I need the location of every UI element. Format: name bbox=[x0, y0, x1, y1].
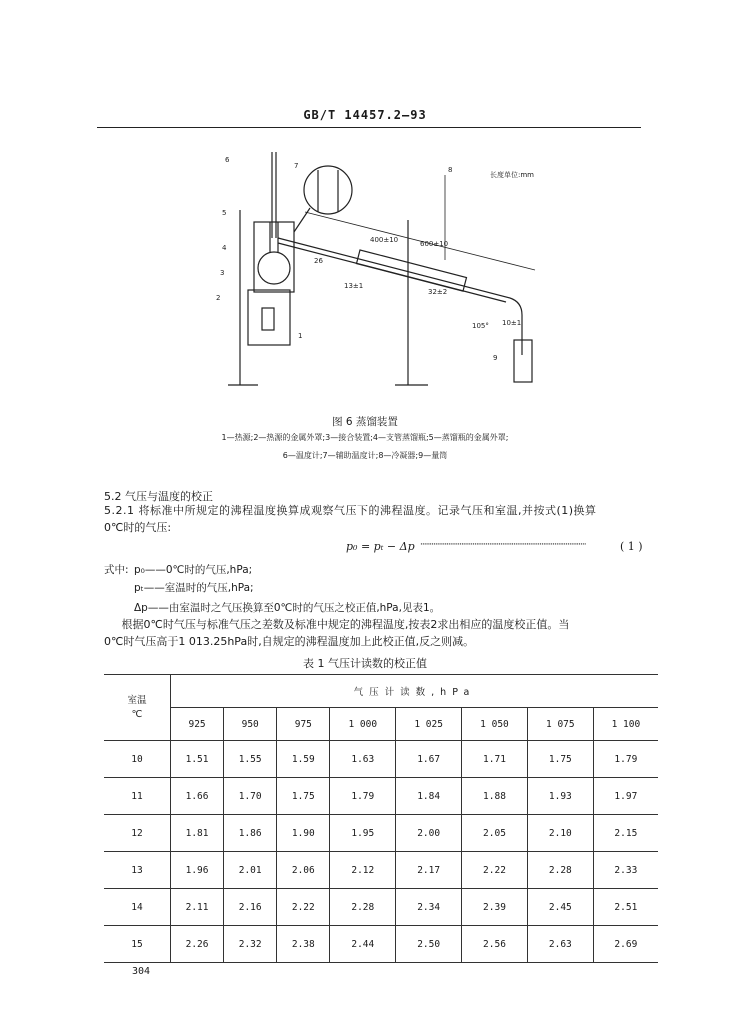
heat-source bbox=[262, 308, 274, 330]
table-cell: 2.56 bbox=[462, 926, 528, 963]
table-cell: 1.84 bbox=[396, 778, 462, 815]
callout-1: 1 bbox=[298, 332, 303, 340]
table-cell: 1.75 bbox=[277, 778, 330, 815]
table-row bbox=[104, 926, 658, 963]
distillation-apparatus-figure bbox=[210, 150, 560, 400]
where-label: 式中: bbox=[104, 564, 129, 576]
table-cell: 2.51 bbox=[593, 889, 658, 926]
figure-legend-line-2: 6—温度计;7—辅助温度计;8—冷凝器;9—量筒 bbox=[282, 451, 448, 460]
standard-header: GB/T 14457.2—93 bbox=[303, 108, 427, 122]
room-temp-unit: ℃ bbox=[131, 708, 143, 720]
condenser-jacket bbox=[356, 250, 466, 291]
table-cell: 2.16 bbox=[224, 889, 277, 926]
table-cell: 2.05 bbox=[462, 815, 528, 852]
graduated-cylinder bbox=[514, 340, 532, 382]
table-cell: 1.79 bbox=[330, 778, 396, 815]
row-temperature: 15 bbox=[104, 926, 171, 963]
callout-2: 2 bbox=[216, 294, 221, 302]
correction-note-line-2: 0℃时气压高于1 013.25hPa时,自规定的沸程温度加上此校正值,反之则减。 bbox=[104, 635, 475, 648]
table-cell: 2.12 bbox=[330, 852, 396, 889]
table-cell: 2.33 bbox=[593, 852, 658, 889]
dim-32: 32±2 bbox=[428, 288, 448, 296]
callout-3: 3 bbox=[220, 269, 225, 277]
barometer-correction-table bbox=[104, 674, 658, 963]
table-cell: 2.22 bbox=[277, 889, 330, 926]
row-temperature: 11 bbox=[104, 778, 171, 815]
correction-note-line-1: 根据0℃时气压与标准气压之差数及标准中规定的沸程温度,按表2求出相应的温度校正值。当 bbox=[121, 618, 570, 631]
table-cell: 1.88 bbox=[462, 778, 528, 815]
distillation-flask bbox=[258, 252, 290, 284]
table-row bbox=[104, 778, 658, 815]
table-cell: 2.69 bbox=[593, 926, 658, 963]
header-rule bbox=[97, 127, 641, 128]
dim-105: 105° bbox=[472, 322, 489, 330]
dim-13: 13±1 bbox=[344, 282, 364, 290]
column-header: 1 100 bbox=[593, 708, 658, 741]
table-cell: 2.17 bbox=[396, 852, 462, 889]
column-header: 925 bbox=[171, 708, 224, 741]
section-title: 5.2 气压与温度的校正 bbox=[104, 490, 213, 503]
table-cell: 2.50 bbox=[396, 926, 462, 963]
table-cell: 1.59 bbox=[277, 741, 330, 778]
table-cell: 1.66 bbox=[171, 778, 224, 815]
table-caption: 表 1 气压计读数的校正值 bbox=[303, 657, 427, 670]
callout-8: 8 bbox=[448, 166, 453, 174]
callout-7: 7 bbox=[294, 162, 299, 170]
callout-4: 4 bbox=[222, 244, 227, 252]
table-cell: 1.55 bbox=[224, 741, 277, 778]
column-header: 1 075 bbox=[527, 708, 593, 741]
column-header: 1 025 bbox=[396, 708, 462, 741]
table-cell: 1.75 bbox=[527, 741, 593, 778]
table-cell: 2.01 bbox=[224, 852, 277, 889]
column-header: 1 000 bbox=[330, 708, 396, 741]
table-cell: 2.45 bbox=[527, 889, 593, 926]
table-cell: 2.06 bbox=[277, 852, 330, 889]
dim-600: 600±10 bbox=[420, 240, 449, 248]
row-temperature: 12 bbox=[104, 815, 171, 852]
dim-26: 26 bbox=[314, 257, 323, 265]
paragraph-5-2-1-tail: 0℃时的气压: bbox=[104, 521, 172, 534]
table-cell: 1.81 bbox=[171, 815, 224, 852]
page-number: 304 bbox=[132, 966, 151, 977]
condenser-tube bbox=[278, 238, 510, 298]
table-cell: 1.96 bbox=[171, 852, 224, 889]
table-cell: 1.70 bbox=[224, 778, 277, 815]
table-cell: 1.97 bbox=[593, 778, 658, 815]
table-cell: 1.71 bbox=[462, 741, 528, 778]
column-header: 950 bbox=[224, 708, 277, 741]
row-temperature: 14 bbox=[104, 889, 171, 926]
table-cell: 2.15 bbox=[593, 815, 658, 852]
table-cell: 1.95 bbox=[330, 815, 396, 852]
correction-note bbox=[104, 616, 656, 650]
table-cell: 1.51 bbox=[171, 741, 224, 778]
figure-legend-line-1: 1—热源;2—热源的金属外罩;3—接合装置;4—支管蒸馏瓶;5—蒸馏瓶的金属外罩; bbox=[221, 433, 509, 442]
row-temperature: 10 bbox=[104, 741, 171, 778]
paragraph-5-2-1-lead: 5.2.1 将标准中所规定的沸程温度换算成观察气压下的沸程温度。记录气压和室温,并按式(1)换算 bbox=[104, 504, 597, 517]
column-header: 1 050 bbox=[462, 708, 528, 741]
figure-caption: 图 6 蒸馏装置 bbox=[332, 416, 398, 428]
unit-note: 长度单位:mm bbox=[490, 171, 534, 179]
table-cell: 1.86 bbox=[224, 815, 277, 852]
formula-leader-dots: ························································································· bbox=[420, 540, 586, 550]
column-header: 975 bbox=[277, 708, 330, 741]
callout-9: 9 bbox=[493, 354, 498, 362]
table-cell: 2.38 bbox=[277, 926, 330, 963]
table-cell: 2.63 bbox=[527, 926, 593, 963]
dim-10: 10±1 bbox=[502, 319, 522, 327]
dim-400: 400±10 bbox=[370, 236, 399, 244]
table-cell: 2.28 bbox=[330, 889, 396, 926]
table-cell: 2.28 bbox=[527, 852, 593, 889]
definition-pt: pₜ——室温时的气压,hPa; bbox=[134, 582, 254, 594]
room-temp-header bbox=[104, 675, 171, 741]
formula-number: ( 1 ) bbox=[620, 540, 643, 553]
formula: p₀ = pₜ − Δp bbox=[346, 540, 415, 553]
heat-source-housing bbox=[248, 290, 290, 345]
table-row bbox=[104, 889, 658, 926]
table-cell: 2.34 bbox=[396, 889, 462, 926]
table-cell: 2.44 bbox=[330, 926, 396, 963]
table-cell: 2.11 bbox=[171, 889, 224, 926]
table-cell: 2.10 bbox=[527, 815, 593, 852]
table-cell: 2.22 bbox=[462, 852, 528, 889]
table-cell: 2.00 bbox=[396, 815, 462, 852]
table-cell: 2.26 bbox=[171, 926, 224, 963]
definition-delta-p: Δp——由室温时之气压换算至0℃时的气压之校正值,hPa,见表1。 bbox=[134, 602, 441, 614]
paragraph-5-2-1 bbox=[104, 502, 656, 536]
table-cell: 1.90 bbox=[277, 815, 330, 852]
table-row bbox=[104, 815, 658, 852]
table-cell: 2.32 bbox=[224, 926, 277, 963]
table-cell: 2.39 bbox=[462, 889, 528, 926]
definition-p0: p₀——0℃时的气压,hPa; bbox=[134, 564, 253, 576]
detail-inset bbox=[304, 166, 352, 214]
table-cell: 1.93 bbox=[527, 778, 593, 815]
table-cell: 1.79 bbox=[593, 741, 658, 778]
callout-5: 5 bbox=[222, 209, 227, 217]
table-cell: 1.67 bbox=[396, 741, 462, 778]
callout-6: 6 bbox=[225, 156, 230, 164]
flask-shroud bbox=[254, 222, 294, 292]
pressure-group-header: 气压计读数,hPa bbox=[171, 675, 659, 708]
room-temp-label: 室温 bbox=[127, 694, 147, 706]
table-row bbox=[104, 741, 658, 778]
table-cell: 1.63 bbox=[330, 741, 396, 778]
table-row bbox=[104, 852, 658, 889]
row-temperature: 13 bbox=[104, 852, 171, 889]
